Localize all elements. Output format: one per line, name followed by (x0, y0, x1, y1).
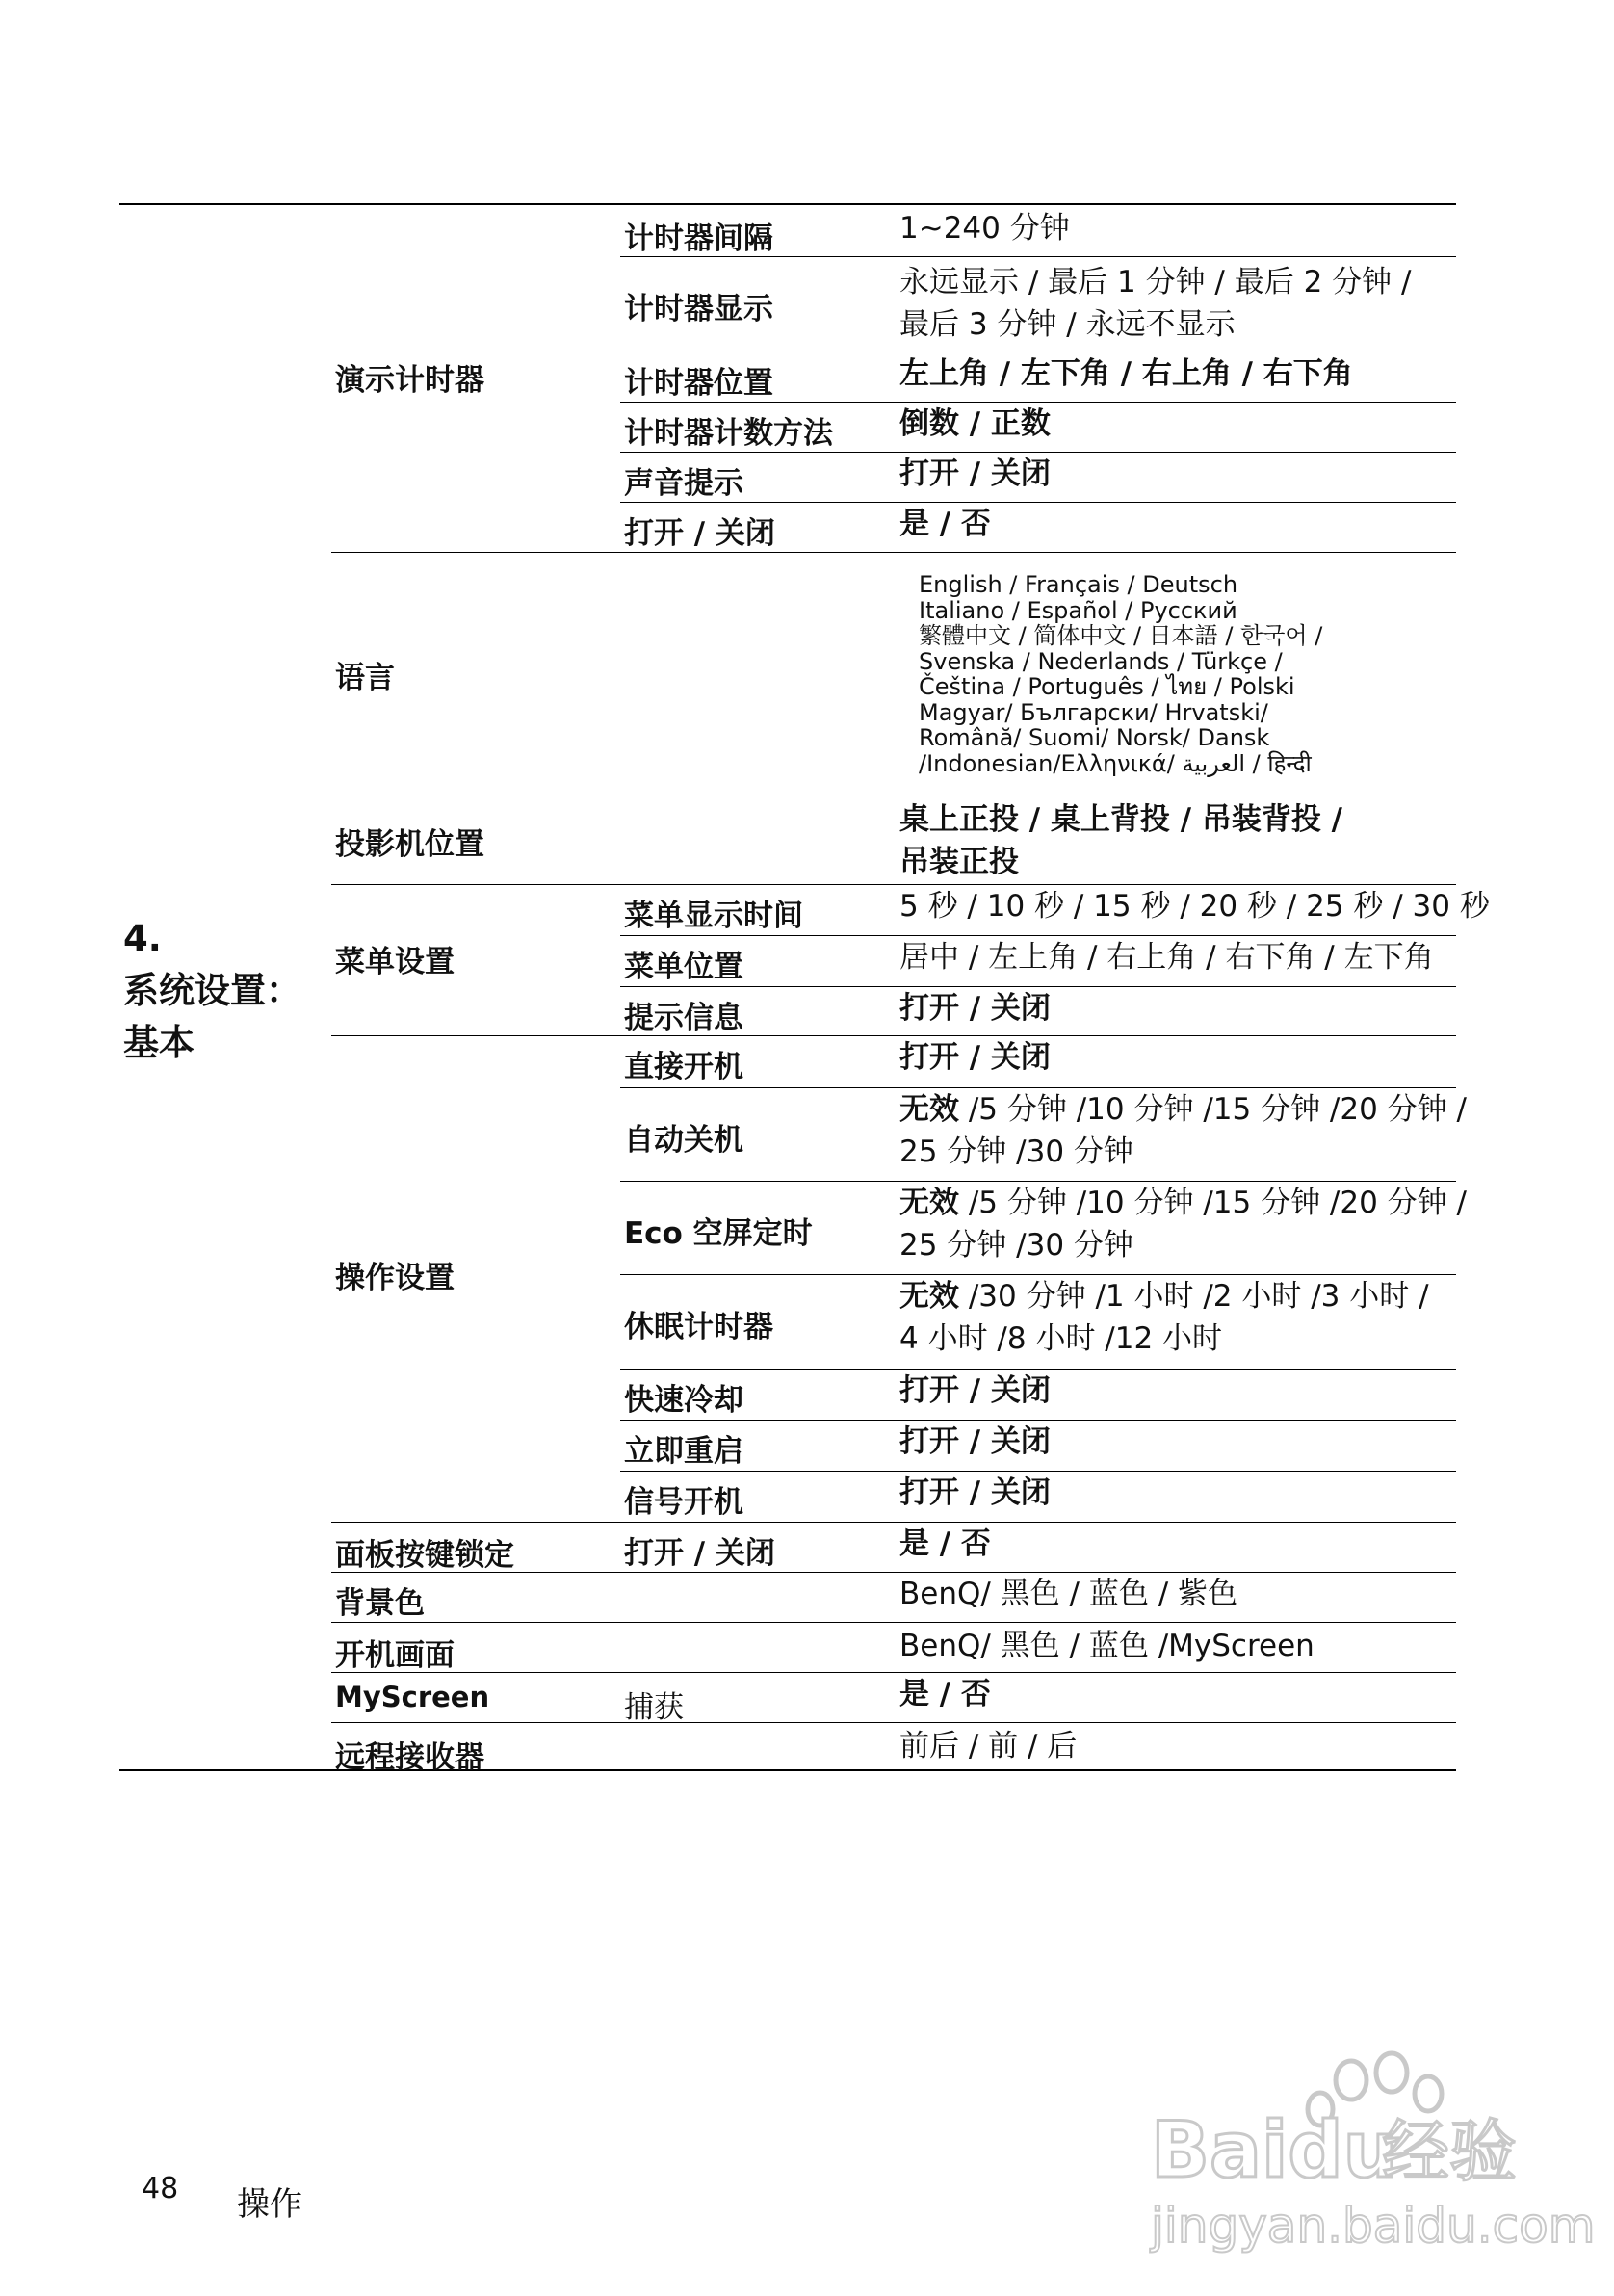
row-name: 自动关机 (624, 1123, 743, 1158)
section-title-line2: 基本 (123, 1022, 195, 1063)
row-value-bold: 无效 (899, 1279, 959, 1314)
table-row (620, 1087, 1467, 1181)
panel-key-lock-block (331, 1522, 1456, 1572)
myscreen-value: 是 / 否 (899, 1677, 991, 1711)
row-value: 1~240 分钟 (899, 211, 1070, 246)
table-row (620, 452, 1456, 502)
row-value: 左上角 / 左下角 / 右上角 / 右下角 (899, 356, 1353, 391)
row-value: 打开 / 关闭 (899, 1424, 1051, 1459)
projector-position-value (899, 798, 1448, 883)
row-name: 计时器显示 (624, 292, 773, 326)
menu-settings-label: 菜单设置 (335, 945, 455, 979)
row-name: 计时器位置 (624, 366, 773, 401)
row-value-line1: 永远显示 / 最后 1 分钟 / 最后 2 分钟 / (899, 265, 1412, 300)
row-value: 倒数 / 正数 (899, 406, 1051, 441)
remote-receiver-label: 远程接收器 (335, 1740, 484, 1775)
language-line: Čeština / Português / ไทย / Polski (919, 673, 1295, 700)
table-row (620, 1036, 1456, 1087)
row-value-rest: /5 分钟 /10 分钟 /15 分钟 /20 分钟 / (959, 1186, 1467, 1220)
table-row (620, 986, 1456, 1036)
row-name: 打开 / 关闭 (624, 516, 775, 551)
panel-key-lock-label: 面板按键锁定 (335, 1538, 514, 1573)
language-line: Italiano / Español / Русский (919, 596, 1237, 624)
table-row (620, 935, 1456, 986)
table-row (620, 402, 1456, 452)
row-name: 提示信息 (624, 1001, 743, 1035)
language-label: 语言 (335, 661, 395, 695)
operation-settings-block (331, 1035, 1467, 1522)
row-name: 信号开机 (624, 1485, 743, 1520)
projector-position-label: 投影机位置 (335, 827, 484, 862)
row-value: 是 / 否 (899, 507, 991, 541)
row-value (899, 1275, 1448, 1360)
row-value: 打开 / 关闭 (899, 1475, 1051, 1510)
row-value-line2: 25 分钟 /30 分钟 (899, 1135, 1133, 1169)
table-row (620, 352, 1456, 402)
row-value: 打开 / 关闭 (899, 991, 1051, 1026)
splash-screen-block (331, 1622, 1456, 1672)
row-name: Eco 空屏定时 (624, 1216, 813, 1251)
row-value-line2: 25 分钟 /30 分钟 (899, 1228, 1133, 1263)
section-number: 4. (123, 918, 162, 959)
row-value: 5 秒 / 10 秒 / 15 秒 / 20 秒 / 25 秒 / 30 秒 (899, 889, 1490, 924)
baidu-watermark (1151, 2051, 1596, 2254)
background-color-block (331, 1572, 1456, 1622)
splash-screen-value: BenQ/ 黑色 / 蓝色 /MyScreen (899, 1629, 1315, 1663)
row-value-bold: 无效 (899, 1186, 959, 1220)
language-line: Română/ Suomi/ Norsk/ Dansk (919, 724, 1270, 751)
presentation-timer-label: 演示计时器 (335, 363, 484, 398)
splash-screen-label: 开机画面 (335, 1638, 455, 1673)
table-row (620, 1181, 1467, 1274)
presentation-timer-block (331, 205, 1456, 552)
myscreen-block (331, 1672, 1456, 1725)
projector-position-block (331, 796, 1456, 884)
table-row (620, 1369, 1456, 1420)
row-value (899, 261, 1448, 346)
table-row (620, 885, 1490, 935)
table-row (620, 1471, 1456, 1523)
row-name: 菜单位置 (624, 950, 743, 984)
language-block (331, 552, 1456, 796)
remote-receiver-block (331, 1722, 1456, 1775)
row-value-line2: 4 小时 /8 小时 /12 小时 (899, 1321, 1223, 1356)
row-value-rest: /30 分钟 /1 小时 /2 小时 /3 小时 / (959, 1279, 1429, 1314)
row-name: 立即重启 (624, 1434, 743, 1469)
watermark-url: jingyan.baidu.com (1151, 2198, 1596, 2254)
language-line: Magyar/ Български/ Hrvatski/ (919, 698, 1268, 726)
row-value-bold: 无效 (899, 1092, 959, 1127)
panel-key-lock-sub: 打开 / 关闭 (624, 1536, 775, 1571)
row-value: 居中 / 左上角 / 右上角 / 右下角 / 左下角 (899, 940, 1434, 975)
row-value: 打开 / 关闭 (899, 1040, 1051, 1075)
row-name: 声音提示 (624, 466, 743, 501)
table-row (620, 502, 1456, 552)
language-line: 繁體中文 / 简体中文 / 日本語 / 한국어 / (919, 622, 1323, 649)
row-name: 计时器间隔 (624, 222, 773, 256)
language-line: English / Français / Deutsch (919, 571, 1238, 598)
panel-key-lock-value: 是 / 否 (899, 1526, 991, 1561)
settings-table (119, 203, 1490, 1775)
footer-label: 操作 (237, 2185, 302, 2224)
watermark-suffix: 经验 (1382, 2112, 1517, 2191)
table-row (620, 256, 1456, 352)
section-column (119, 205, 331, 1769)
section-title (123, 913, 301, 1069)
projector-position-line2: 吊装正投 (899, 845, 1019, 879)
watermark-brand: Baidu (1151, 2105, 1398, 2195)
background-color-value: BenQ/ 黑色 / 蓝色 / 紫色 (899, 1577, 1237, 1611)
row-value-rest: /5 分钟 /10 分钟 /15 分钟 /20 分钟 / (959, 1092, 1467, 1127)
row-name: 计时器计数方法 (624, 416, 833, 451)
row-value (899, 1182, 1467, 1266)
row-value: 打开 / 关闭 (899, 457, 1051, 491)
language-list (919, 572, 1322, 776)
background-color-label: 背景色 (335, 1586, 425, 1621)
operation-settings-label: 操作设置 (335, 1261, 455, 1295)
row-value: 打开 / 关闭 (899, 1373, 1051, 1408)
myscreen-label: MyScreen (335, 1681, 490, 1713)
language-line: /Indonesian/Ελληνικά/ العربية / हिन्दी (919, 749, 1312, 777)
row-name: 休眠计时器 (624, 1310, 773, 1344)
table-row (620, 1274, 1456, 1369)
remote-receiver-value: 前后 / 前 / 后 (899, 1729, 1078, 1763)
row-name: 菜单显示时间 (624, 899, 803, 933)
row-value-line2: 最后 3 分钟 / 永远不显示 (899, 307, 1236, 342)
section-title-line1: 系统设置： (123, 970, 301, 1011)
menu-settings-block (331, 884, 1490, 1035)
page-number: 48 (142, 2172, 179, 2205)
myscreen-sub: 捕获 (624, 1690, 684, 1725)
row-value (899, 1088, 1467, 1173)
language-line: Svenska / Nederlands / Türkçe / (919, 647, 1283, 675)
row-name: 直接开机 (624, 1050, 743, 1084)
table-row (620, 205, 1456, 256)
table-row (620, 1420, 1456, 1471)
row-name: 快速冷却 (624, 1383, 743, 1418)
projector-position-line1: 桌上正投 / 桌上背投 / 吊装背投 / (899, 802, 1342, 837)
